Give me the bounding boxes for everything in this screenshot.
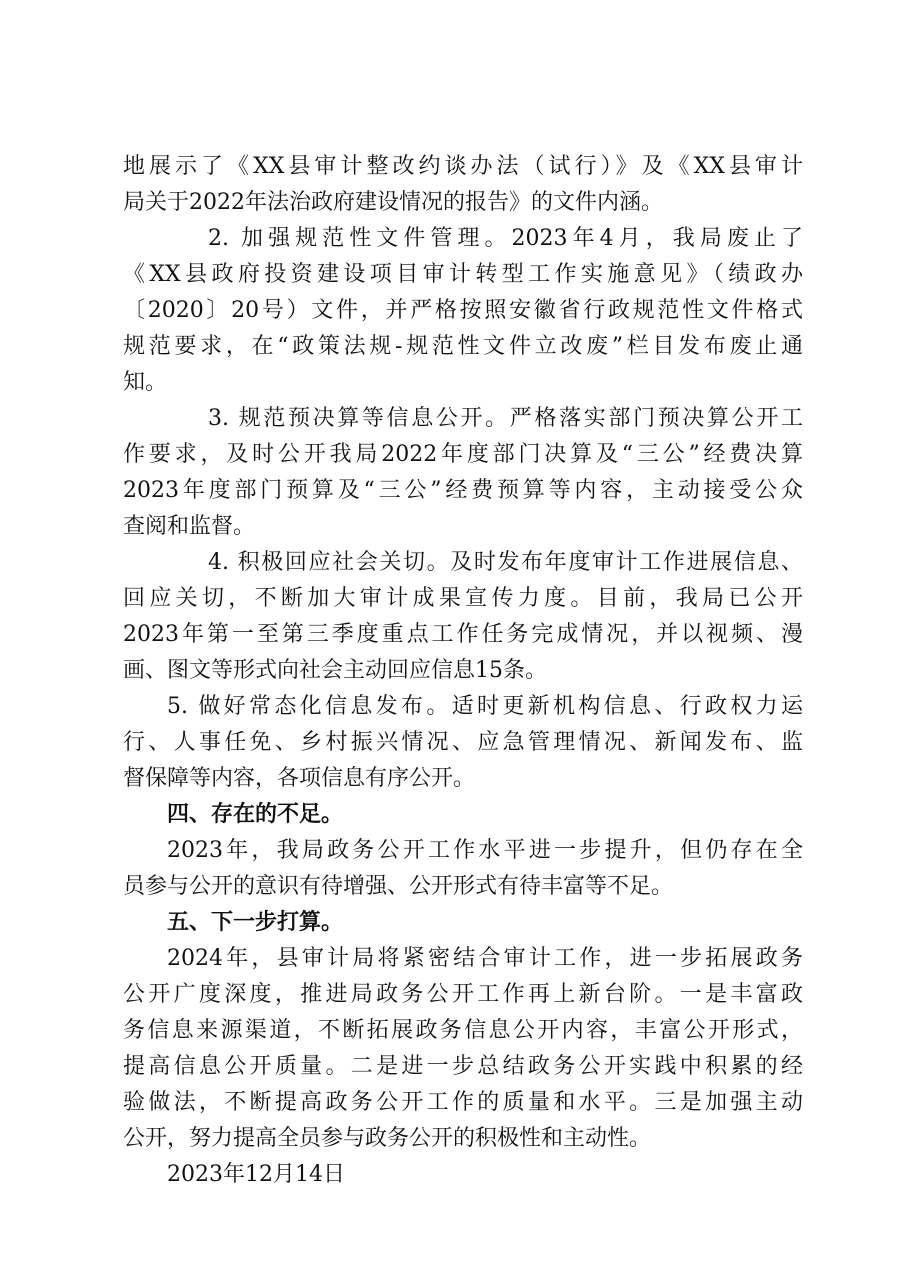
text-line: 员参与公开的意识有待增强、公开形式有待丰富等不足。 bbox=[123, 874, 674, 899]
document-date: 2023年12月14日 bbox=[167, 1162, 345, 1187]
text-line: 督保障等内容，各项信息有序公开。 bbox=[123, 766, 476, 791]
text-line: 局关于2022年法治政府建设情况的报告》的文件内涵。 bbox=[123, 190, 663, 215]
text-line: 2024年，县审计局将紧密结合审计工作，进一步拓展政务 bbox=[167, 946, 803, 971]
text-line: 查阅和监督。 bbox=[123, 514, 256, 539]
text-line: 验做法，不断提高政务公开工作的质量和水平。三是加强主动 bbox=[123, 1090, 803, 1115]
section-heading: 四、存在的不足。 bbox=[167, 802, 344, 827]
text-line: 作要求，及时公开我局2022年度部门决算及“三公”经费决算 bbox=[123, 442, 803, 467]
text-line: 〔2020〕20号）文件，并严格按照安徽省行政规范性文件格式 bbox=[123, 298, 803, 323]
text-line: 《XX县政府投资建设项目审计转型工作实施意见》（绩政办 bbox=[123, 262, 803, 287]
paragraph-2-line: 2. 加强规范性文件管理。2023年4月，我局废止了 bbox=[208, 226, 803, 251]
paragraph-4-line: 4. 积极回应社会关切。及时发布年度审计工作进展信息、 bbox=[208, 550, 803, 575]
text-line: 行、人事任免、乡村振兴情况、应急管理情况、新闻发布、监 bbox=[123, 730, 803, 755]
text-line: 画、图文等形式向社会主动回应信息15条。 bbox=[123, 658, 547, 683]
text-line: 规范要求，在“政策法规-规范性文件立改废”栏目发布废止通 bbox=[123, 334, 803, 359]
text-line: 知。 bbox=[123, 370, 168, 395]
text-line: 提高信息公开质量。二是进一步总结政务公开实践中积累的经 bbox=[123, 1054, 803, 1079]
text-line: 回应关切，不断加大审计成果宣传力度。目前，我局已公开 bbox=[123, 586, 803, 611]
paragraph-5-line: 5. 做好常态化信息发布。适时更新机构信息、行政权力运 bbox=[167, 694, 803, 719]
text-line: 2023年，我局政务公开工作水平进一步提升，但仍存在全 bbox=[167, 838, 803, 863]
text-line: 2023年度部门预算及“三公”经费预算等内容，主动接受公众 bbox=[123, 478, 803, 503]
text-line: 务信息来源渠道，不断拓展政务信息公开内容，丰富公开形式， bbox=[123, 1018, 803, 1043]
text-line: 公开，努力提高全员参与政务公开的积极性和主动性。 bbox=[123, 1126, 652, 1151]
text-line: 2023年第一至第三季度重点工作任务完成情况，并以视频、漫 bbox=[123, 622, 803, 647]
section-heading: 五、下一步打算。 bbox=[167, 910, 344, 935]
text-line: 地展示了《XX县审计整改约谈办法（试行）》及《XX县审计 bbox=[123, 154, 803, 179]
paragraph-3-line: 3. 规范预决算等信息公开。严格落实部门预决算公开工 bbox=[208, 406, 803, 431]
text-line: 公开广度深度，推进局政务公开工作再上新台阶。一是丰富政 bbox=[123, 982, 803, 1007]
